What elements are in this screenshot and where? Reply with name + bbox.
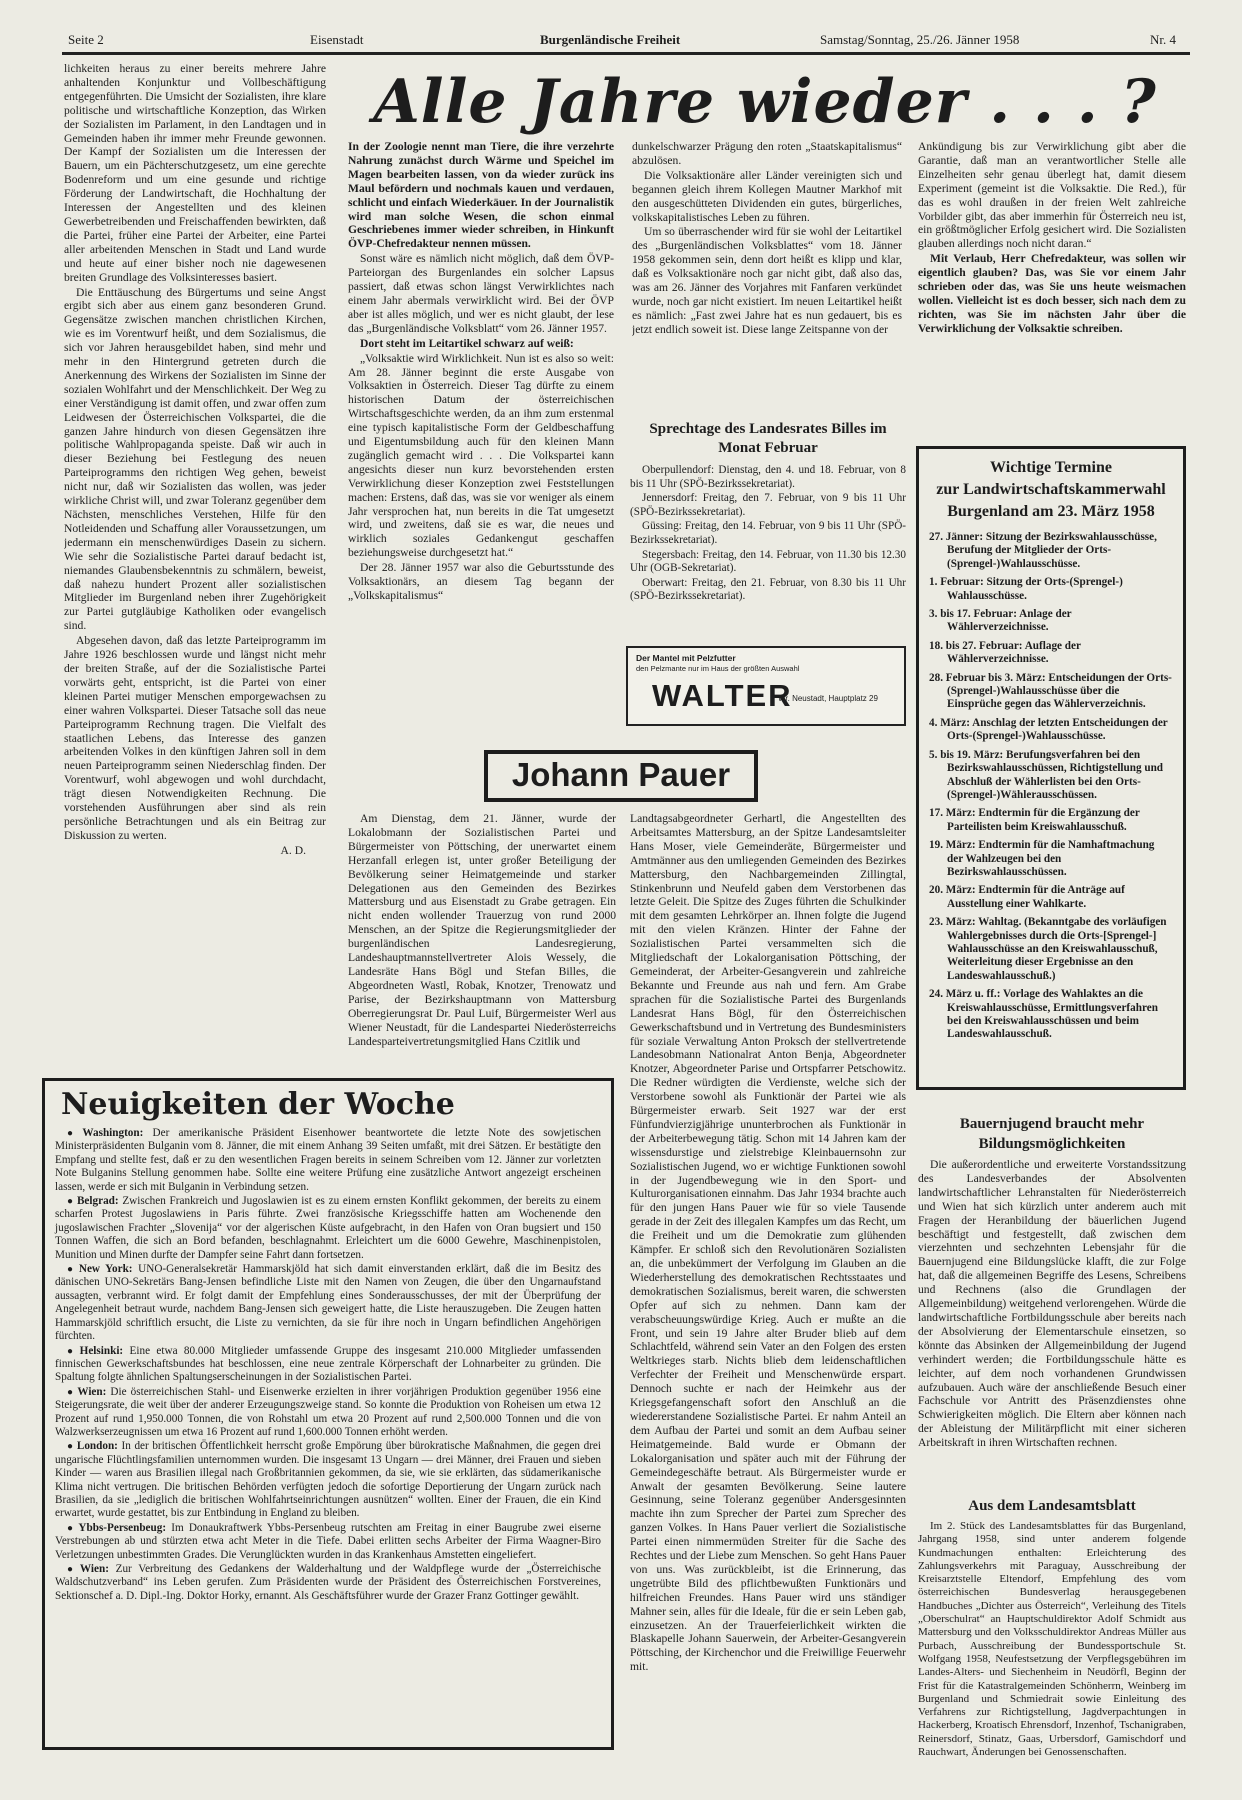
obituary-paragraph: Am Dienstag, dem 21. Jänner, wurde der Lokalobmann der Sozialistischen Partei und Bürgermeister von Pöttsching, der unerwartet einem Herzanfall erlegen ist, unter großer Beteiligung der Bevölkerung seiner Heimatgemeinde und starker Delegationen aus den Gemeinden des Bezirkes Mattersburg und aus Eisenstadt zu Grabe getragen. Ein nicht enden wollender Trauerzug von rund 2000 Menschen, an der Spitze die Regierungsmitglieder der burgenländischen Landesregierung, Landeshauptmannstellvertreter Alois Wessely, die Landesräte Hans Bögl und Stefan Billes, die Abgeordneten Wastl, Robak, Knotzer, Trenowatz und Parise, der Bezirkshauptmann von Mattersburg Oberregierungsrat Dr. Paul Luif, Bürgermeister Werl aus Wiener Neustadt, für die Landespartei Niederösterreichs Landesparteivertretungsmitglied Hans Czitlik und <box>348 812 616 1048</box>
bullet-icon: ● <box>67 1264 76 1276</box>
sprechtag-item: Güssing: Freitag, den 14. Februar, von 9 bis 11 Uhr (SPÖ-Bezirkssekretariat). <box>630 520 906 546</box>
bauernjugend-title-2: Bildungsmöglichkeiten <box>978 1136 1126 1152</box>
obituary-col1 <box>348 812 616 1066</box>
termine-title-3: Burgenland am 23. März 1958 <box>947 503 1155 520</box>
header-rule <box>62 52 1190 55</box>
news-text: UNO-Generalsekretär Hammarskjöld hat sich damit einverstanden erklärt, daß die im Besitz des dänischen UNO-Sekretärs Bang-Jensen befindliche Liste mit den Namen von Zeugen, die über den Ungarnaufstand aussagten, verbrannt wird. Er folgt damit der Empfehlung eines Sonderausschusses, der mit der Überprüfung der Angelegenheit betraut wurde, nachdem Bang-Jensen sich geweigert hatte, die Liste herauszugeben. Die Zeugen hatten Hammarskjöld schriftlich ersucht, die Liste zu vernichten, da sie für ihre noch in Ungarn befindlichen Angehörigen fürchten. <box>55 1263 601 1343</box>
amtsblatt-title: Aus dem Landesamtsblatt <box>968 1498 1136 1514</box>
amtsblatt-article <box>918 1496 1186 1776</box>
sprechtag-item: Oberpullendorf: Dienstag, den 4. und 18. Februar, von 8 bis 11 Uhr (SPÖ-Bezirkssekretariat). <box>630 464 906 490</box>
termine-title-1: Wichtige Termine <box>990 459 1112 476</box>
news-item <box>55 1386 601 1440</box>
article-paragraph: „Volksaktie wird Wirklichkeit. Nun ist es also so weit: Am 28. Jänner beginnt die erste Ausgabe von Volksaktien in Österreich. Dieser Tag dürfte zu einem historischen Datum der österreichischen Wirtschaftsgeschichte werden, da an ihm zum erstenmal eine typisch kapitalistische Form der Geldbeschaffung und Eigentumsbildung auch für den kleinen Mann zugänglich gemacht wird . . . Die Volkspartei kann angesichts dieser nun kurz bevorstehenden ersten Verwirklichung dieser Konzeption zwei Feststellungen machen: Erstens, daß das, was sie vor weniger als einem Jahr versprochen hat, nun bereits in die Tat umgesetzt wird, und zweitens, daß sie es war, die neues und wirklich soziales Gedankengut geschaffen beziehungsweise durchgesetzt hat.“ <box>348 351 614 560</box>
header-paper: Burgenländische Freiheit <box>540 32 681 47</box>
article-paragraph: Ankündigung bis zur Verwirklichung gibt aber die Garantie, daß man an verantwortlicher Stelle alle Einzelheiten sehr genau überlegt hat, damit diesem Experiment (gemeint ist die Volksaktie. Die Red.), für das es wohl draußen in der freien Welt zahlreiche Vorbilder gibt, das aber immerhin für Österreich neu ist, ein größtmöglicher Erfolg gesichert wird. Die Sozialisten glauben allerdings noch nicht daran.“ <box>918 140 1186 251</box>
bauernjugend-text: Die außerordentliche und erweiterte Vorstandssitzung des Landesverbandes der Absolventen landwirtschaftlicher Lehranstalten für Niederösterreich und Wien hat sich kürzlich unter anderem auch mit Fragen der Heranbildung der bäuerlichen Jugend beschäftigt und festgestellt, daß zwischen dem vierzehnten und sechzehnten Lebensjahr für die Bauernjugend eine Bildungslücke klafft, die zur Folge hat, daß die allgemeinen Begriffe des Lesens, Schreibens und Rechnens (also die Grundlagen der Allgemeinbildung) weitgehend verlorengehen. Würde die landwirtschaftliche Fortbildungsschule aber bereits nach der Absolvierung der Elementarschule einsetzen, so könnte das Absinken der Allgemeinbildung der Jugend verhindert werden; die Fortbildungsschule hätte es leichter, auf dem noch vorhandenen Grundwissen aufzubauen. Auch wäre der anschließende Besuch einer Fachschule vor Antritt des Präsenzdienstes ohne Schwierigkeiten möglich. Die Eltern aber können nach der Ableistung der Militärpflicht mit einer sicheren Arbeitskraft in ihren Wirtschaften rechnen. <box>918 1158 1186 1450</box>
amtsblatt-text: Im 2. Stück des Landesamtsblattes für das Burgenland, Jahrgang 1958, sind unter anderem folgende Kundmachungen enthalten: Erleichterung des Zahlungsverkehrs mit Paraguay, Ausschreibung der Kreisarztstelle Eltendorf, Empfehlung des vom österreichischen Bundesverlag herausgegebenen Handbuches „Dichter aus Österreich“, Verleihung des Titels „Oberschulrat“ an Hauptschuldirektor Adolf Schmidt aus Mattersburg und den Volksschuldirektor Andreas Müller aus Purbach, Ausschreibung der Bundessportschule St. Wolfgang 1958, Neufestsetzung der Verpflegsgebühren im Landes-Alters- und Siechenheim in Neudörfl, Beginn der Frist für die Katastralgemeinden Schönherrn, Weinberg im Burgenland und Schmiedrait sowie Einleitung des Verfahrens zur Richtigstellung, Jagdverpachtungen in Hackerberg, Kroatisch Ehrensdorf, Inzenhof, Tschanigraben, Reinersdorf, Stinatz, Gaas, Urbersdorf, Gamischdorf und Rauchwart, Änderungen bei Genossenschaften. <box>918 1520 1186 1759</box>
sprechtag-item: Jennersdorf: Freitag, den 7. Februar, von 9 bis 11 Uhr (SPÖ-Bezirkssekretariat). <box>630 492 906 518</box>
termin-item: 1. Februar: Sitzung der Orts-(Sprengel-) Wahlausschüsse. <box>929 576 1123 602</box>
news-place: New York: <box>78 1263 133 1276</box>
obituary-col2 <box>630 812 906 1760</box>
left-paragraph: Die Enttäuschung des Bürgertums und seine Angst ergibt sich aber aus einem ganz besonderen Grund. Gegensätze zwischen manchen christlichen Kirchen, wie es im Vorentwurf heißt, und dem Sozialismus, die sich vor Jahren herausgebildet haben, sind mehr und mehr in den Hintergrund getreten durch die Anerkennung des Wirkens der Sozialisten im Sinne der sozialen Wohlfahrt und der Menschlichkeit. Der Weg zu einer Verständigung ist damit offen, und zwar offen zum Leidwesen der Österreichischen Volkspartei, die die ganzen Jahre hindurch von diesen Gegensätzen ihre politische Wahlpropaganda speiste. Daß wir auch in dieser Beziehung bei Festlegung des neuen Parteiprogramms den richtigen Weg gehen, beweist nicht nur, daß wir Sozialisten das wollen, was jeder wirkliche Christ will, und zwar Toleranz gegenüber dem Nächsten, menschliches Verstehen, Hilfe für den Notleidenden und Schaffung aller Voraussetzungen, um jedermann ein menschenwürdiges Dasein zu sichern. Wie sehr die Sozialistische Partei darauf bedacht ist, niemandes Glaubensbekenntnis zu schmälern, beweist, daß nahezu hundert Prozent aller sozialistischen Mitglieder im Burgenland neben ihrer Zugehörigkeit zur Partei gutgläubige Katholiken oder evangelisch sind. <box>64 285 326 633</box>
news-item <box>55 1195 601 1262</box>
article-paragraph: Dort steht im Leitartikel schwarz auf weiß: <box>360 336 574 350</box>
news-item <box>55 1522 601 1562</box>
termin-item: 23. März: Wahltag. (Bekanntgabe des vorläufigen Wahlergebnisses durch die Orts-[Sprengel-] Wahlausschüsse an den Kreiswahlausschuß, Weiterleitung dieser Ergebnisse an den Landeswahlausschuß.) <box>929 916 1167 982</box>
sprechtag-item: Oberwart: Freitag, den 21. Februar, von 8.30 bis 11 Uhr (SPÖ-Bezirkssekretariat). <box>630 576 906 603</box>
news-place: Ybbs-Persenbeug: <box>78 1521 167 1534</box>
news-box <box>42 1078 614 1750</box>
main-article-col1 <box>348 140 614 726</box>
news-item <box>55 1263 601 1343</box>
issue-number: Nr. 4 <box>1150 32 1176 47</box>
sprechtage-title: Sprechtage des Landesrates Billes im Monat Februar <box>649 421 887 456</box>
article-paragraph: Mit Verlaub, Herr Chefredakteur, was sollen wir eigentlich glauben? Das, was Sie vor einem Jahr schrieben oder das, was Sie uns heute weismachen wollen. Vielleicht ist es doch besser, sich nach dem zu richten, was Sie im nächsten Jahr über die Verwirklichung der Volksaktie schreiben. <box>918 252 1186 335</box>
news-item <box>55 1563 601 1603</box>
termin-item: 3. bis 17. Februar: Anlage der Wählerverzeichnisse. <box>929 608 1072 634</box>
sprechtage-box <box>630 420 906 605</box>
ad-address: Wr. Neustadt, Hauptplatz 29 <box>778 694 878 703</box>
page-number: Seite 2 <box>68 32 104 47</box>
page-header <box>60 28 1190 50</box>
news-text: Die österreichischen Stahl- und Eisenwerke erzielten in ihrer vorjährigen Produktion gegenüber 1956 eine Steigerungsrate, die weit über der anderer Erzeugungszweige stand. So konnte die Produktion von Roheisen um etwa 12 Prozent auf rund 1,950.000 Tonnen, die von Rohstahl um etwa 20 Prozent auf rund 2,500.000 Tonnen und die von Walzwerkserzeugnissen um etwa 16 Prozent auf rund 1,600.000 Tonnen erhöht werden. <box>55 1385 602 1438</box>
news-text: Der amerikanische Präsident Eisenhower beantwortete die letzte Note des sowjetischen Ministerpräsidenten Bulganin vom 8. Jänner, die mit einem Anhang 39 Seiten umfaßt, mit drei Sätzen. Er bestätigte den Empfang und stellte fest, daß er zu den wesentlichen Fragen bereits in seinem Schreiben vom 12. Jänner zur vorletzten Note Bulganins Stellung genommen habe. Sollte eine weitere Prüfung eine zusätzliche Antwort angezeigt erscheinen lassen, werde er sich mit Bulganin in Verbindung setzen. <box>55 1127 602 1193</box>
main-article-col2 <box>632 140 902 412</box>
termin-item: 27. Jänner: Sitzung der Bezirkswahlausschüsse, Berufung der Mitglieder der Orts-(Sprengel-)Wahlausschüsse. <box>929 531 1157 570</box>
ad-brand: WALTER <box>652 678 793 713</box>
termine-title-2: zur Landwirtschaftskammerwahl <box>936 481 1166 498</box>
walter-ad <box>626 646 906 726</box>
bauernjugend-title-1: Bauernjugend braucht mehr <box>959 1116 1145 1132</box>
news-place: Wien: <box>79 1563 109 1575</box>
ad-line1: Der Mantel mit Pelzfutter <box>636 653 736 663</box>
news-text: Im Donaukraftwerk Ybbs-Persenbeug rutschten am Freitag in einer Baugrube zwei eiserne Verstrebungen ab und stürzten etwa acht Meter in die Tiefe. Dabei erlitten sechs Arbeiter der Firma Waagner-Biro Verletzungen unbestimmten Grades. Die Verunglückten wurden in das Krankenhaus Amstetten eingeliefert. <box>55 1521 601 1561</box>
article-paragraph: dunkelschwarzer Prägung den roten „Staatskapitalismus“ abzulösen. <box>632 140 902 167</box>
obituary-title: Johann Pauer <box>484 750 758 802</box>
news-place: London: <box>76 1440 118 1453</box>
news-item <box>55 1345 601 1385</box>
news-title: Neuigkeiten der Woche <box>61 1087 455 1122</box>
termin-item: 4. März: Anschlag der letzten Entscheidungen der Orts-(Sprengel-)Wahlausschüsse. <box>929 716 1168 743</box>
termin-item: 18. bis 27. Februar: Auflage der Wählerverzeichnisse. <box>929 639 1081 666</box>
news-text: Zur Verbreitung des Gedankens der Walderhaltung und der Waldpflege wurde der „Österreichische Waldschutzverband“ ins Leben gerufen. Zum Präsidenten wurde der Präsident des Österreichischen Forstvereines, Sektionschef a. D. Dipl.-Ing. Doktor Horky, ernannt. Als Geschäftsführer wurde der Grazer Franz Gottinger gewählt. <box>55 1563 602 1602</box>
termine-box <box>916 446 1186 1090</box>
news-text: Eine etwa 80.000 Mitglieder umfassende Gruppe des insgesamt 210.000 Mitglieder umfassenden finnischen Gewerkschaftsbundes hat beschlossen, eine neue zentrale Körperschaft der Lohnarbeiter zu gründen. Die Spaltung folgte ähnlichen Spaltungserscheinungen in der Sozialistischen Partei. <box>55 1344 602 1384</box>
obituary-paragraph: Landtagsabgeordneter Gerhartl, die Angestellten des Arbeitsamtes Mattersburg, an der Spitze Landesamtsleiter Hans Moser, viele Gemeinderäte, Bürgermeister und Amtmänner aus den umliegenden Gemeinden des Bezirkes Mattersburg, den Nachbargemeinden Zillingtal, Stinkenbrunn und Neufeld gaben dem Verstorbenen das letzte Geleit. Die Spitze des Zuges führten die Schulkinder mit dem gesamten Lehrkörper an. Ihnen folgte die Jugend mit den vielen Kränzen. Hinter der Fahne der Sozialistischen Partei versammelten sich die Mitgliedschaft der Lokalorganisation Pöttsching, der Gemeinderat, der Arbeiter-Gesangverein und zahlreiche Bekannte und Freunde aus nah und fern. Am Grabe sprachen für die Sozialistische Partei des Burgenlands Landesrat Hans Bögl, für den Österreichischen Gewerkschaftsbund und in Vertretung des Bundesministers für soziale Verwaltung Anton Proksch der stellvertretende Landesobmann Nationalrat Anton Benja, Abgeordneter Knotzer, Abgeordneter Parise und Ortspfarrer Petschowitz. Die Redner würdigten die Verdienste, welche sich der Verstorbene sowohl als Funktionär der Partei wie als Bürgermeister erwarb. Seit 1927 war der erst Fünfundvierzigjährige ununterbrochen als Funktionär in der Arbeiterbewegung tätig. Schon mit 14 Jahren kam der wissensdurstige und zielstrebige Kleinbauernsohn zur Sozialistischen Jugend, wo er wichtige Funktionen sowohl in der Jugendbewegung wie in den Sport- und Kulturorganisationen einnahm. Das Jahr 1934 brachte auch für den jungen Hans Pauer wie für so viele Tausende gerade in der Zeit des illegalen Kampfes um das Recht, um die Freiheit und um die Demokratie zum glühenden Kämpfer. Er schloß sich den Revolutionären Sozialisten an, die unbekümmert der Verfolgung im Glauben an die Wiederherstellung des demokratischen Rechtsstaates und demokratischen Sozialismus, bereit waren, die schwersten Opfer auf sich zu nehmen. Dann kam der verabscheuungswürdige Krieg. Auch er mußte an die Front, und sein 19 Jahre alter Bruder blieb auf dem Schlachtfeld, während sein Vater an den Folgen des ersten Weltkrieges starb. Nichts blieb dem leidenschaftlichen Verfechter der Freiheit und Menschenwürde erspart. Dennoch suchte er nach der Heimkehr aus der Kriegsgefangenschaft sofort den Anschluß an die wiedererstandene Sozialistische Partei. Er nahm Anteil an dem Aufbau der Partei und somit an dem Aufbau seiner Heimatgemeinde. Bald wurde er Obmann der Lokalorganisation und später auch mit der Führung der Gemeindegeschäfte betraut. Als Bürgermeister wurde er Anwalt der gesamten Bevölkerung. Seine lautere Gesinnung, seine Toleranz gegenüber Andersgesinnten machte ihn zum Sprecher der Partei zum Sprecher des ganzen Volkes. In Hans Pauer verliert die Sozialistische Partei einen nimmermüden Streiter für die Sache des Rechtes und der Liebe zum Menschen. So geht Hans Pauer von uns. Was zurückbleibt, ist die Erinnerung, das ungetrübte Bild des pflichtbewußten Funktionärs und hilfreichen Freundes. Hans Pauer wird uns ständiger Mahner sein, alles für die Ideale, für die er sein Leben gab, einzusetzen. An der Trauerfeierlichkeit wirkten die Blaskapelle Johann Sauerwein, der Arbeiter-Gesangverein Pöttsching, der Kirchenchor und die Freiwillige Feuerwehr mit. <box>630 812 906 1674</box>
article-paragraph: Die Volksaktionäre aller Länder vereinigten sich und begannen gleich ihrem Kollegen Mautner Markhof mit den ausgeschütteten Dividenden ein gutes, bürgerliches, volkskapitalistisches Leben zu führen. <box>632 168 902 224</box>
termin-item: 19. März: Endtermin für die Namhaftmachung der Wahlzeugen bei den Bezirkswahlausschüssen. <box>929 839 1155 878</box>
main-headline: Alle Jahre wieder . . . ? <box>373 67 1157 137</box>
sprechtag-item: Stegersbach: Freitag, den 14. Februar, von 11.30 bis 12.30 Uhr (OGB-Sekretariat). <box>630 548 906 575</box>
news-place: Belgrad: <box>76 1195 119 1208</box>
bauernjugend-article <box>918 1114 1186 1498</box>
article-paragraph: Sonst wäre es nämlich nicht möglich, daß dem ÖVP-Parteiorgan des Burgenlandes ein solcher Lapsus passiert, daß etwas schon längst Verwirklichtes nach einem Jahr abermals verwirklicht wird. Bei der ÖVP aber ist alles möglich, und wer es nicht glaubt, der lese das „Burgenländische Volksblatt“ vom 26. Jänner 1957. <box>348 252 614 335</box>
signature: A. D. <box>280 843 306 857</box>
news-place: Helsinki: <box>79 1344 124 1357</box>
termin-item: 28. Februar bis 3. März: Entscheidungen der Orts-(Sprengel-)Wahlausschüsse über die Einsprüche gegen das Wählerverzeichnis. <box>929 671 1172 711</box>
main-article-col3 <box>918 140 1186 408</box>
termin-item: 24. März u. ff.: Vorlage des Wahlaktes an die Kreiswahlausschüsse, Ermittlungsverfahren bei den Kreiswahlausschüssen und beim Landeswahlausschuß. <box>929 988 1158 1041</box>
news-place: Wien: <box>77 1385 107 1398</box>
bullet-icon: ● <box>67 1441 74 1453</box>
news-item <box>55 1127 601 1194</box>
bullet-icon: ● <box>67 1564 77 1575</box>
left-paragraph: lichkeiten heraus zu einer bereits mehrere Jahre anhaltenden Konjunktur und Vollbeschäftigung entgegenführten. Die Umsicht der Sozialisten, ihre klare politische und wirtschaftliche Konzeption, das Wirken der Sozialisten im Parlament, in den Landtagen und in Gemeinden haben ihr immer mehr Freunde gewonnen. Der Kampf der Sozialisten um die Interessen der Bauern, um ein Pächterschutzgesetz, um eine gerechte Bodenreform und um eine gesunde und richtige Förderung der Landwirtschaft, die Hochhaltung der Interessen der Angestellten und des kleinen Gewerbetreibenden und Freischaffenden bewirkten, daß die Partei, früher eine Partei der Arbeiter, eine Partei aller arbeitenden Menschen in Stadt und Land wurde und heute auf einer bisher noch nie dagewesenen breiten Grundlage des Volksinteresses basiert. <box>64 62 326 284</box>
left-paragraph: Abgesehen davon, daß das letzte Parteiprogramm im Jahre 1926 beschlossen wurde und längst nicht mehr der breiten Straße, auf der die Sozialistische Partei vorwärts geht, entspricht, ist die Partei von einer kleinen Partei mutiger Menschen emporgewachsen zu einer wahren Volkspartei. Dieser Tatsache soll das neue Parteiprogramm Rechnung tragen. Die Vielfalt des staatlichen Lebens, das Interesse des ganzen arbeitenden Volkes in den künftigen Jahren soll in dem neuen Parteiprogramm seinen Niederschlag finden. Der Vorentwurf, wohl abgewogen und wohl durchdacht, trägt diesen Notwendigkeiten Rechnung. Die vorstehenden Ausführungen aber sind als rein persönliche Betrachtungen und als ein Beitrag zur Diskussion zu werten. <box>64 634 326 842</box>
article-paragraph: In der Zoologie nennt man Tiere, die ihre verzehrte Nahrung zunächst durch Wärme und Speichel im Magen bearbeiten lassen, von da wieder zurück ins Maul befördern und nochmals kauen und verdauen, schlicht und einfach Wiederkäuer. In der Journalistik wird man solche Wesen, die schon einmal Geschriebenes immer wieder schreiben, in Hinkunft ÖVP-Chefredakteur nennen müssen. <box>348 140 614 251</box>
header-date: Samstag/Sonntag, 25./26. Jänner 1958 <box>820 32 1020 47</box>
bullet-icon: ● <box>67 1522 76 1534</box>
ad-line2: den Pelzmante nur im Haus der größten Auswahl <box>636 664 800 673</box>
news-place: Washington: <box>82 1127 144 1139</box>
news-text: Zwischen Frankreich und Jugoslawien ist es zu einem ernsten Konflikt gekommen, der bereits zu einem scharfen Protest Jugoslawiens in Paris führte. Zwei französische Kriegsschiffe hatten am Wochenende den jugoslawischen Frachter „Slovenija“ vor der algerischen Küste aufgebracht, in den Hafen von Oran bugsiert und 150 Tonnen Waffen, die sich an Bord befanden, beschlagnahmt. Erleichtert um die 6000 Gewehre, Maschinenpistolen, Munition und Minen durfte der Dampfer seine Fahrt dann fortsetzen. <box>55 1195 601 1261</box>
termin-item: 20. März: Endtermin für die Anträge auf Ausstellung einer Wahlkarte. <box>929 884 1125 910</box>
left-article <box>64 62 326 1070</box>
article-paragraph: Der 28. Jänner 1957 war also die Geburtsstunde des Volksaktionärs, an diesem Tag begann der „Volkskapitalismus“ <box>348 561 614 602</box>
bullet-icon: ● <box>67 1196 74 1208</box>
article-paragraph: Um so überraschender wird für sie wohl der Leitartikel des „Burgenländischen Volksblattes“ vom 18. Jänner 1958 gekommen sein, denn dort heißt es klipp und klar, daß es Volksaktionäre noch gar nicht gibt, daß also das, was am 26. Jänner des Vorjahres mit Fanfaren verkündet wurde, noch gar nicht existiert. Im neuen Leitartikel heißt es nämlich: „Fast zwei Jahre hat es nun gedauert, bis es jetzt endlich soweit ist. Diese lange Zeitspanne von der <box>632 225 902 336</box>
news-text: In der britischen Öffentlichkeit herrscht große Empörung über bürokratische Maßnahmen, die gegen drei ungarische Flüchtlingsfamilien unternommen wurden. Die insgesamt 13 Ungarn — drei Männer, drei Frauen und sieben Kinder — waren aus Brasilien illegal nach Großbritannien gekommen, da sie, wie sie erklärten, das südamerikanische Klima nicht vertrugen. Die britischen Behörden verfügten jedoch die sofortige Deportierung der Ungarn zurück nach Brasilien, da sie „lediglich die britischen Wohlfahrtseinrichtungen ausnützen“ wollten. Einer der Frauen, die ein Kind erwartet, wurde gestattet, bis zur Entbindung in England zu bleiben. <box>55 1440 602 1520</box>
header-place: Eisenstadt <box>310 32 364 47</box>
termin-item: 17. März: Endtermin für die Ergänzung der Parteilisten beim Kreiswahlausschuß. <box>929 807 1140 833</box>
news-item <box>55 1440 601 1520</box>
bullet-icon: ● <box>67 1386 75 1398</box>
bullet-icon: ● <box>67 1345 77 1357</box>
termin-item: 5. bis 19. März: Berufungsverfahren bei den Bezirkswahlausschüssen, Richtigstellung und Abschluß der Wählerlisten bei den Orts-(Sprengel-)Wählerausschüssen. <box>929 748 1164 801</box>
bullet-icon: ● <box>67 1128 80 1139</box>
